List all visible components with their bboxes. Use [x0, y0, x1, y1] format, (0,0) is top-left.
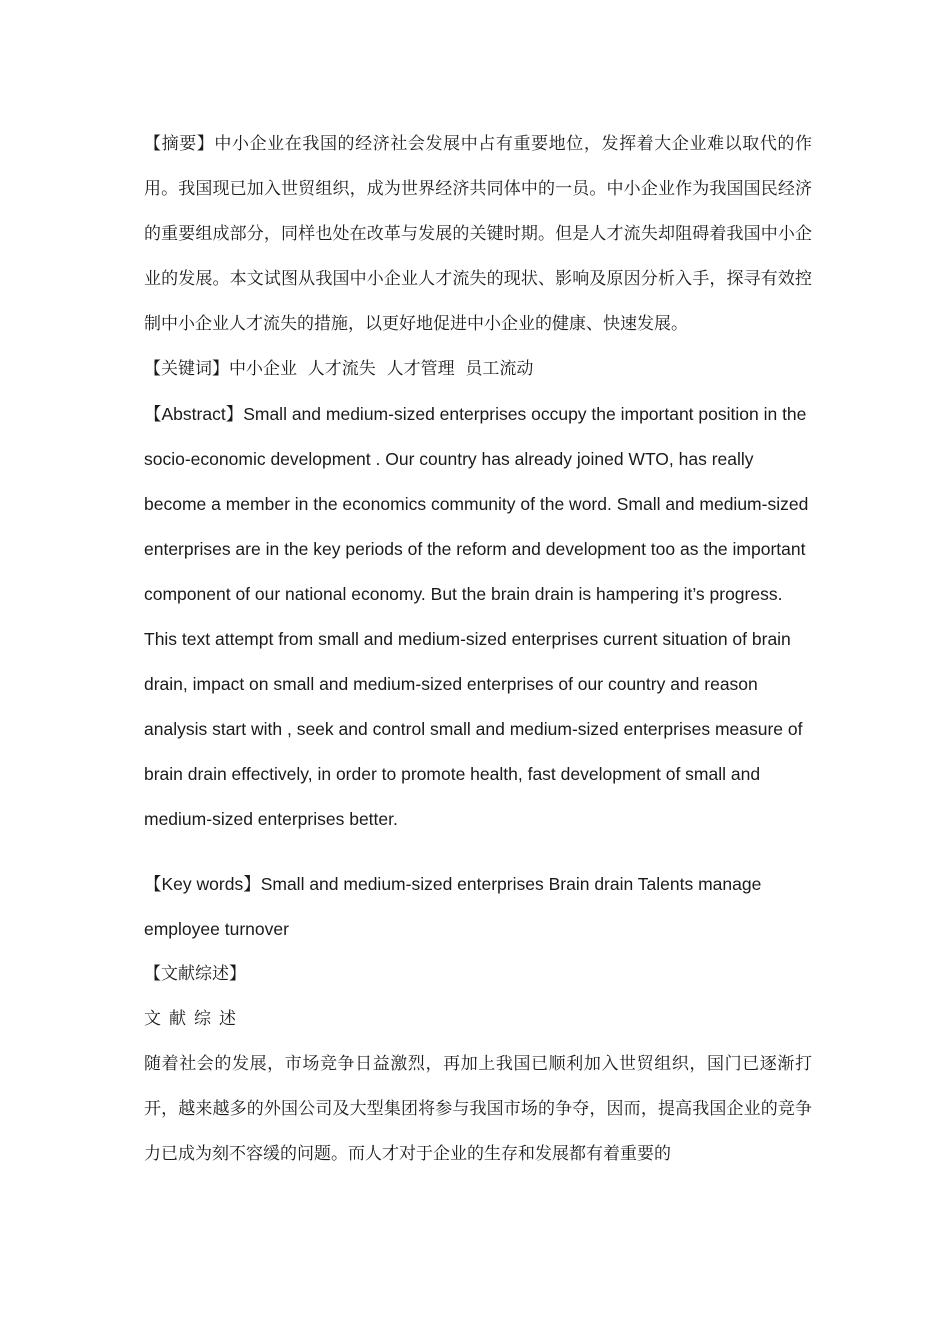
abstract-en-text: Small and medium-sized enterprises occupy the important position in the socio-economic development . Our country has already joined WTO, has really become a member in the economics community of the word. Small and medium-sized enterprises are in the key periods of the reform and development too as the important component of our national economy. But the brain drain is hampering it’s progress. This text attempt from small and medium-sized enterprises current situation of brain drain, impact on small and medium-sized enterprises of our country and reason analysis start with , seek and control small and medium-sized enterprises measure of brain drain effectively, in order to promote health, fast development of small and medium-sized enterprises better.	[144, 404, 809, 829]
keywords-cn-paragraph	[144, 347, 812, 392]
abstract-cn-label: 【摘要】	[144, 134, 215, 154]
abstract-en-label: 【Abstract】	[144, 404, 244, 424]
keywords-en-text: Small and medium-sized enterprises Brain drain Talents manage employee turnover	[144, 874, 762, 939]
literature-review-heading: 文献综述	[144, 1009, 244, 1029]
keywords-en-paragraph	[144, 862, 812, 952]
keywords-en-label: 【Key words】	[144, 874, 261, 894]
keywords-cn-label: 【关键词】	[144, 359, 229, 379]
literature-review-label: 【文献综述】	[144, 964, 246, 984]
literature-review-body: 随着社会的发展，市场竞争日益激烈，再加上我国已顺利加入世贸组织，国门已逐渐打开，越来越多的外国公司及大型集团将参与我国市场的争夺，因而，提高我国企业的竞争力已成为刻不容缓的问题。而人才对于企业的生存和发展都有着重要的	[144, 1054, 812, 1164]
abstract-cn-text: 中小企业在我国的经济社会发展中占有重要地位，发挥着大企业难以取代的作用。我国现已加入世贸组织，成为世界经济共同体中的一员。中小企业作为我国国民经济的重要组成部分，同样也处在改革与发展的关键时期。但是人才流失却阻碍着我国中小企业的发展。本文试图从我国中小企业人才流失的现状、影响及原因分析入手，探寻有效控制中小企业人才流失的措施，以更好地促进中小企业的健康、快速发展。	[144, 134, 813, 334]
keywords-cn-text: 中小企业 人才流失 人才管理 员工流动	[229, 359, 534, 379]
abstract-en-paragraph	[144, 392, 812, 842]
document-body	[144, 122, 812, 1177]
abstract-cn-paragraph	[144, 122, 812, 347]
